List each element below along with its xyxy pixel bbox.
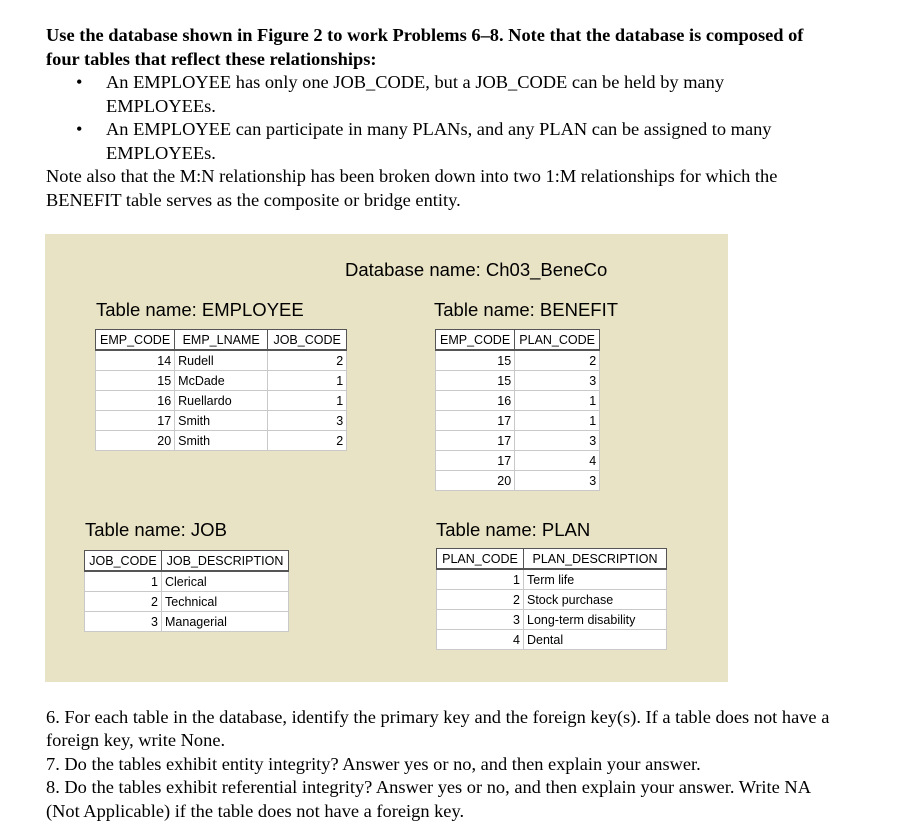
- table-header-row: [85, 551, 289, 572]
- table-cell: 16: [436, 391, 515, 411]
- table-cell: 17: [436, 431, 515, 451]
- table-cell: 17: [436, 411, 515, 431]
- table-cell: 1: [268, 371, 347, 391]
- table-cell: Smith: [175, 411, 268, 431]
- table-cell: 15: [96, 371, 175, 391]
- table-cell: 20: [436, 471, 515, 491]
- table-row: [437, 569, 667, 590]
- table-cell: 17: [96, 411, 175, 431]
- table-cell: Smith: [175, 431, 268, 451]
- table-cell: 17: [436, 451, 515, 471]
- employee-table: [95, 329, 347, 451]
- table-cell: 15: [436, 350, 515, 371]
- table-cell: Technical: [162, 592, 289, 612]
- database-name: Database name: Ch03_BeneCo: [345, 259, 608, 280]
- table-cell: 20: [96, 431, 175, 451]
- table-row: [436, 371, 600, 391]
- table-cell: McDade: [175, 371, 268, 391]
- table-cell: 2: [437, 590, 524, 610]
- table-row: [436, 451, 600, 471]
- table-cell: 3: [268, 411, 347, 431]
- table-row: [96, 431, 347, 451]
- table-row: [85, 612, 289, 632]
- table-cell: Stock purchase: [524, 590, 667, 610]
- table-cell: 1: [515, 391, 600, 411]
- table-cell: Term life: [524, 569, 667, 590]
- job-table-title: Table name: JOB: [85, 519, 227, 540]
- column-header: PLAN_CODE: [437, 549, 524, 570]
- column-header: EMP_CODE: [96, 330, 175, 351]
- table-header-row: [437, 549, 667, 570]
- table-cell: Dental: [524, 630, 667, 650]
- table-cell: 2: [515, 350, 600, 371]
- job-table: [84, 550, 289, 632]
- table-cell: 2: [268, 431, 347, 451]
- table-row: [85, 571, 289, 592]
- table-cell: 4: [437, 630, 524, 650]
- column-header: JOB_CODE: [268, 330, 347, 351]
- table-cell: 3: [85, 612, 162, 632]
- question-7: 7. Do the tables exhibit entity integrity? Answer yes or no, and then explain your answer.: [46, 753, 701, 774]
- table-cell: Managerial: [162, 612, 289, 632]
- table-cell: Ruellardo: [175, 391, 268, 411]
- column-header: PLAN_DESCRIPTION: [524, 549, 667, 570]
- table-cell: 14: [96, 350, 175, 371]
- benefit-table: [435, 329, 600, 491]
- table-row: [96, 350, 347, 371]
- column-header: PLAN_CODE: [515, 330, 600, 351]
- table-cell: Rudell: [175, 350, 268, 371]
- table-cell: 1: [268, 391, 347, 411]
- table-row: [96, 391, 347, 411]
- table-cell: 1: [85, 571, 162, 592]
- table-cell: 4: [515, 451, 600, 471]
- table-row: [85, 592, 289, 612]
- table-row: [436, 391, 600, 411]
- question-6: 6. For each table in the database, identify the primary key and the foreign key(s). If a table does not have a foreign key, write None.: [46, 707, 830, 751]
- employee-table-title: Table name: EMPLOYEE: [96, 299, 304, 320]
- table-row: [436, 431, 600, 451]
- table-cell: 3: [515, 471, 600, 491]
- table-cell: Long-term disability: [524, 610, 667, 630]
- intro-section: [46, 24, 836, 212]
- column-header: EMP_CODE: [436, 330, 515, 351]
- table-cell: 1: [437, 569, 524, 590]
- question-8: 8. Do the tables exhibit referential integrity? Answer yes or no, and then explain your answer. Write NA (Not Applicable) if the table does not have a foreign key.: [46, 777, 810, 821]
- table-cell: 3: [515, 371, 600, 391]
- bridge-note: Note also that the M:N relationship has been broken down into two 1:M relationships for which the BENEFIT table serves as the composite or bridge entity.: [46, 166, 778, 210]
- table-row: [437, 610, 667, 630]
- questions-section: [46, 706, 846, 823]
- table-header-row: [436, 330, 600, 351]
- database-figure: [45, 234, 728, 682]
- table-row: [436, 471, 600, 491]
- column-header: JOB_CODE: [85, 551, 162, 572]
- table-cell: 3: [437, 610, 524, 630]
- table-row: [436, 350, 600, 371]
- table-cell: Clerical: [162, 571, 289, 592]
- table-row: [96, 411, 347, 431]
- table-row: [437, 630, 667, 650]
- problem-lead: Use the database shown in Figure 2 to work Problems 6–8. Note that the database is composed of four tables that reflect these relationships:: [46, 25, 804, 69]
- relationship-bullet: • An EMPLOYEE has only one JOB_CODE, but a JOB_CODE can be held by many EMPLOYEEs.: [46, 71, 836, 118]
- relationship-list: [46, 71, 836, 165]
- table-row: [96, 371, 347, 391]
- benefit-table-title: Table name: BENEFIT: [434, 299, 619, 320]
- table-row: [436, 411, 600, 431]
- table-cell: 3: [515, 431, 600, 451]
- table-cell: 1: [515, 411, 600, 431]
- column-header: EMP_LNAME: [175, 330, 268, 351]
- relationship-bullet: • An EMPLOYEE can participate in many PLANs, and any PLAN can be assigned to many EMPLOYEEs.: [46, 118, 836, 165]
- table-cell: 2: [268, 350, 347, 371]
- table-cell: 16: [96, 391, 175, 411]
- table-header-row: [96, 330, 347, 351]
- plan-table-title: Table name: PLAN: [436, 519, 591, 540]
- table-cell: 2: [85, 592, 162, 612]
- table-row: [437, 590, 667, 610]
- column-header: JOB_DESCRIPTION: [162, 551, 289, 572]
- plan-table: [436, 548, 667, 650]
- table-cell: 15: [436, 371, 515, 391]
